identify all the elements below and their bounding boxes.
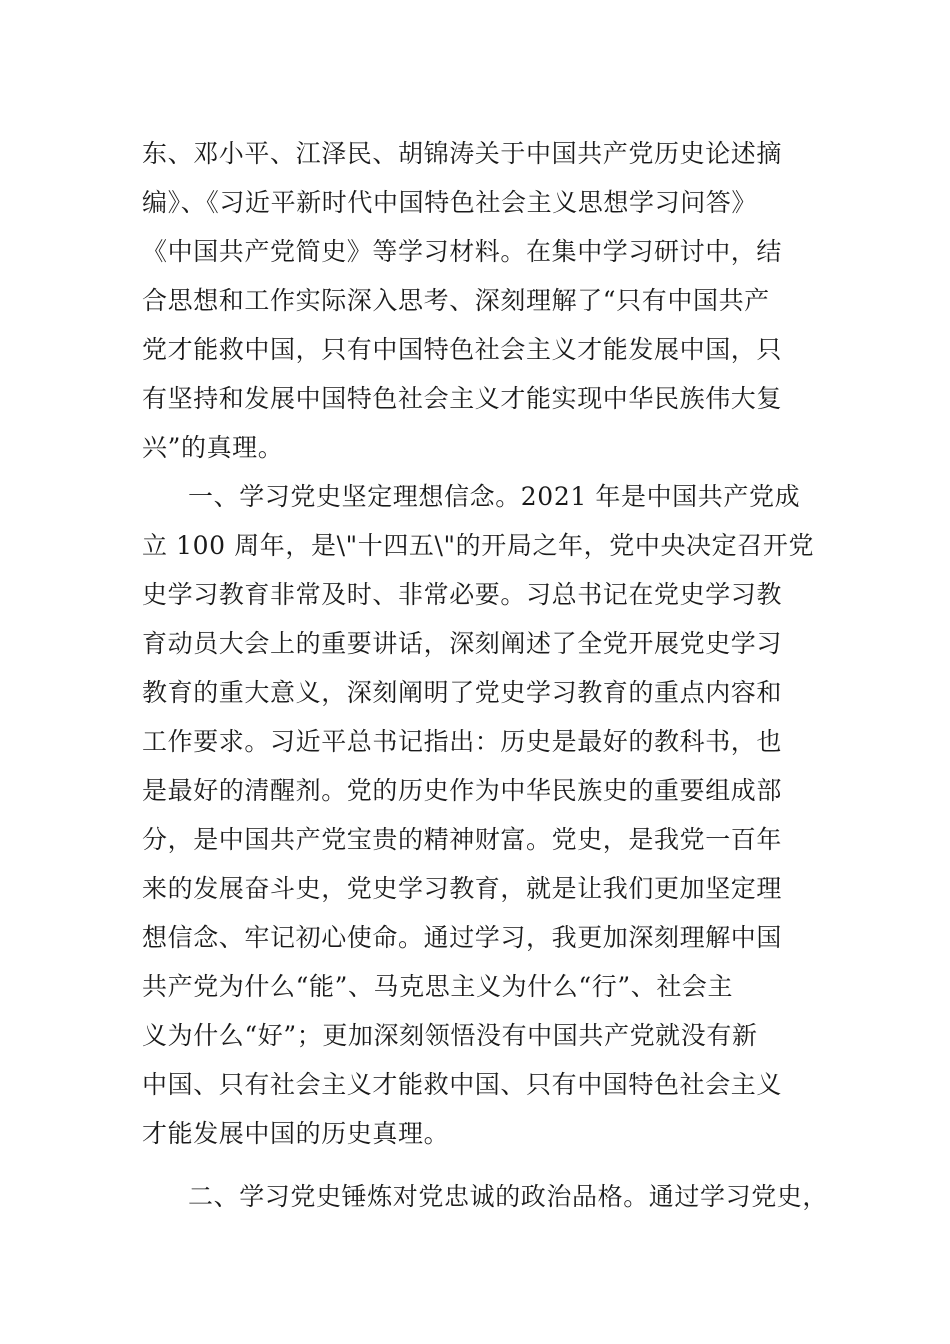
text-line: 义为什么“好”；更加深刻领悟没有中国共产党就没有新 (142, 1021, 758, 1050)
text-line: 编》、《习近平新时代中国特色社会主义思想学习问答》 (142, 188, 758, 217)
text-line: 《中国共产党简史》等学习材料。在集中学习研讨中，结 (142, 237, 783, 266)
text-line: 史学习教育非常及时、非常必要。习总书记在党史学习教 (142, 580, 783, 609)
text-line: 来的发展奋斗史，党史学习教育，就是让我们更加坚定理 (142, 874, 783, 903)
text-line: 东、邓小平、江泽民、胡锦涛关于中国共产党历史论述摘 (142, 139, 783, 168)
text-line: 才能发展中国的历史真理。 (142, 1119, 450, 1148)
paragraph-heading-2: 二、学习党史锤炼对党忠诚的政治品格。通过学习党史， (188, 1182, 829, 1211)
text-line: 想信念、牢记初心使命。通过学习，我更加深刻理解中国 (142, 923, 783, 952)
text-line: 是最好的清醒剂。党的历史作为中华民族史的重要组成部 (142, 776, 783, 805)
text-line: 有坚持和发展中国特色社会主义才能实现中华民族伟大复 (142, 384, 783, 413)
text-line: 兴”的真理。 (142, 433, 284, 462)
text-line: 中国、只有社会主义才能救中国、只有中国特色社会主义 (142, 1070, 783, 1099)
text-line: 立 100 周年，是\"十四五\"的开局之年，党中央决定召开党 (142, 531, 815, 560)
text-line: 教育的重大意义，深刻阐明了党史学习教育的重点内容和 (142, 678, 783, 707)
text-line: 分，是中国共产党宝贵的精神财富。党史，是我党一百年 (142, 825, 783, 854)
text-line: 合思想和工作实际深入思考、深刻理解了“只有中国共产 (142, 286, 770, 315)
paragraph-heading-1: 一、学习党史坚定理想信念。2021 年是中国共产党成 (188, 482, 801, 511)
text-line: 共产党为什么“能”、马克思主义为什么“行”、社会主 (142, 972, 734, 1001)
text-line: 党才能救中国，只有中国特色社会主义才能发展中国，只 (142, 335, 783, 364)
text-line: 育动员大会上的重要讲话，深刻阐述了全党开展党史学习 (142, 629, 783, 658)
text-line: 工作要求。习近平总书记指出：历史是最好的教科书，也 (142, 727, 783, 756)
